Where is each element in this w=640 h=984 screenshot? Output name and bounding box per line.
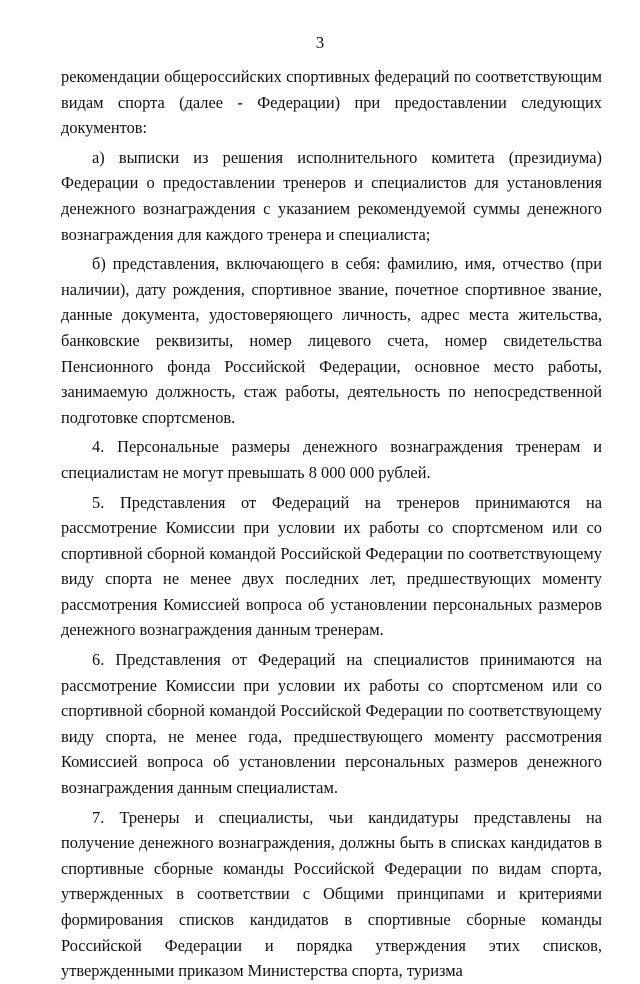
paragraph-clause-7: 7. Тренеры и специалисты, чьи кандидатуры представлены на получение денежного вознаграждения, должны быть в списках кандидатов в спортивные сборные команды Российской Федерации по видам спорта, утвержденных в соответствии с Общими принципами и критериями формирования списков кандидатов в спортивные сборные команды Российской Федерации и порядка утверждения этих списков, утвержденными приказом Министерства спорта, туризма [61, 807, 602, 981]
paragraph-clause-4: 4. Персональные размеры денежного вознаграждения тренерам и специалистам не могут превышать 8 000 000 рублей. [61, 437, 602, 482]
page-number: 3 [315, 33, 325, 52]
paragraph-clause-6: 6. Представления от Федераций на специалистов принимаются на рассмотрение Комиссии при условии их работы со спортсменом или со спортивной сборной командой Российской Федерации по соответствующему виду спорта, не менее года, предшествующего моменту рассмотрения Комиссией вопроса об установлении персональных размеров денежного вознаграждения данным специалистам. [61, 650, 602, 798]
paragraph-item-a: а) выписки из решения исполнительного комитета (президиума) Федерации о предоставлении тренеров и специалистов для установления денежного вознаграждения с указанием рекомендуемой суммы денежного вознаграждения для каждого тренера и специалиста; [61, 147, 602, 244]
paragraph-clause-5: 5. Представления от Федераций на тренеров принимаются на рассмотрение Комиссии при условии их работы со спортсменом или со спортивной сборной командой Российской Федерации по соответствующему виду спорта не менее двух последних лет, предшествующих моменту рассмотрения Комиссией вопроса об установлении персональных размеров денежного вознаграждения данным тренерам. [61, 492, 602, 640]
paragraph-intro: рекомендации общероссийских спортивных федераций по соответствующим видам спорта (далее - Федерации) при предоставлении следующих документов: [61, 67, 602, 138]
paragraph-item-b: б) представления, включающего в себя: фамилию, имя, отчество (при наличии), дату рождения, спортивное звание, почетное спортивное звание, данные документа, удостоверяющего личность, адрес места жительства, банковские реквизиты, номер лицевого счета, номер свидетельства Пенсионного фонда Российской Федерации, основное место работы, занимаемую должность, стаж работы, деятельность по непосредственной подготовке спортсменов. [61, 254, 602, 427]
document-body [61, 64, 602, 984]
